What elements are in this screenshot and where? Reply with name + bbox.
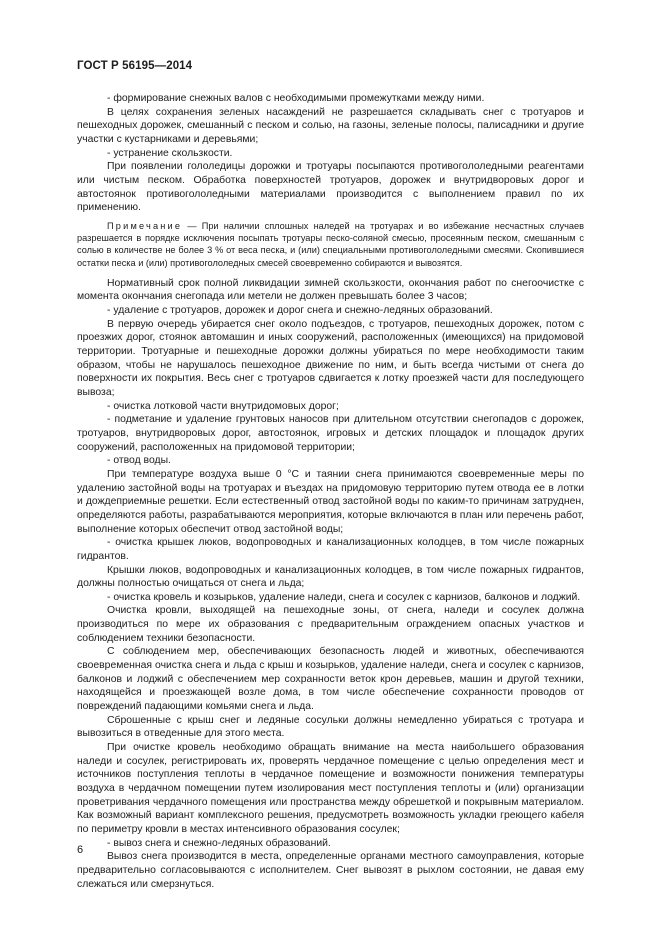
document-body xyxy=(77,92,584,891)
paragraph: Крышки люков, водопроводных и канализационных колодцев, в том числе пожарных гидрантов, должны полностью очищаться от снега и льда; xyxy=(77,564,584,590)
paragraph: - вывоз снега и снежно-ледяных образований. xyxy=(107,837,331,849)
paragraph: Сброшенные с крыш снег и ледяные сосульки должны немедленно убираться с тротуара и вывозиться в отведенные для этого места. xyxy=(77,714,584,740)
paragraph: В первую очередь убирается снег около подъездов, с тротуаров, пешеходных дорожек, потом с проезжих дорог, стоянок автомашин и иных сооружений, расположенных (имеющихся) на придомовой территории. Тротуарные и пешеходные дорожки должны убираться по мере необходимости таким образом, чтобы не нарушалось пешеходное движение по ним, и быть всегда чистыми от снега до поверхности их покрытия. Весь снег с тротуаров сдвигается к лотку проезжей части для последующего вывоза; xyxy=(77,318,584,398)
paragraph: - очистка лотковой части внутридомовых дорог; xyxy=(107,400,339,412)
paragraph: Очистка кровли, выходящей на пешеходные зоны, от снега, наледи и сосулек должна производиться по мере их образования с предварительным ограждением опасных участков и соблюдением техники безопасности. xyxy=(77,605,584,644)
note xyxy=(77,220,584,269)
paragraph: - устранение скользкости. xyxy=(107,147,233,159)
note-label: Примечание xyxy=(107,220,183,231)
paragraph: При появлении гололедицы дорожки и тротуары посыпаются противогололедными реагентами или чистым песком. Обработка поверхностей тротуаров, дорожек и внутридворовых дорог и автостоянок противогололедными материалами производится с выполнением правил по их применению. xyxy=(77,161,584,214)
paragraph: - очистка крышек люков, водопроводных и канализационных колодцев, в том числе пожарных гидрантов. xyxy=(77,537,584,562)
paragraph: При температуре воздуха выше 0 °C и таянии снега принимаются своевременные меры по удалению застойной воды на тротуарах и въездах на придомовую территорию путем отвода ее в лотки и дождеприемные решетки. Если естественный отвод застойной воды по каким-то причинам затруднен, определяются работы, разрабатываются мероприятия, которые включаются в план или перечень работ, выполнение которых обеспечит отвод застойной воды; xyxy=(77,468,584,535)
paragraph: - формирование снежных валов с необходимыми промежутками между ними. xyxy=(107,93,485,104)
paragraph: Нормативный срок полной ликвидации зимней скользкости, окончания работ по снегоочистке с момента окончания снегопада или метели не должен превышать более 3 часов; xyxy=(77,277,584,303)
paragraph: - удаление с тротуаров, дорожек и дорог снега и снежно-ледяных образований. xyxy=(107,305,493,317)
note-text: — При наличии сплошных наледей на тротуарах и во избежание несчастных случаев разрешается в порядке исключения посыпать тротуары песко-соляной смесью, просеянным песком, смешанным с солью в количестве не более 3 % от веса песка, и (или) специальными противогололедными смесями. Скопившиеся остатки песка и (или) противогололедных смесей своевременно собираются и вывозятся. xyxy=(77,220,584,268)
paragraph: Вывоз снега производится в места, определенные органами местного самоуправления, которые предварительно согласовываются с исполнителем. Снег вывозят в рыхлом состоянии, не давая ему слежаться или смерзнуться. xyxy=(77,851,584,890)
paragraph: При очистке кровель необходимо обращать внимание на места наибольшего образования наледи и сосулек, регистрировать их, проверять чердачное помещение с целью определения мест и источников поступления теплоты в чердачное помещение и возможности понижения температуры воздуха в чердачном помещении путем изолирования мест поступления теплоты и (или) организации проветривания чердачного помещения или пространства между обрешеткой и покрывным материалом. Как возможный вариант комплексного решения, предусмотреть возможность укладки греющего кабеля по периметру кровли в местах интенсивного образования сосулек; xyxy=(77,742,584,835)
paragraph: В целях сохранения зеленых насаждений не разрешается складывать снег с тротуаров и пешеходных дорожек, смешанный с песком и солью, на газоны, зеленые полосы, палисадники и другие участки с кустарниками и деревьями; xyxy=(77,106,584,145)
paragraph: - отвод воды. xyxy=(107,455,171,467)
paragraph: - очистка кровель и козырьков, удаление наледи, снега и сосулек с карнизов, балконов и лоджий. xyxy=(107,591,581,603)
paragraph: С соблюдением мер, обеспечивающих безопасность людей и животных, обеспечиваются своевременная очистка снега и льда с крыш и козырьков, удаление наледи, снега и сосулек с карнизов, балконов и лоджий с обеспечением мер сохранности веток крон деревьев, машин и другой техники, находящейся и проезжающей возле дома, в том числе обеспечение сохранности проводов от повреждений падающими комьями снега и льда. xyxy=(77,646,584,713)
paragraph: - подметание и удаление грунтовых наносов при длительном отсутствии снегопадов с дорожек, тротуаров, внутридворовых дорог, автостоянок, игровых и детских площадок и площадок других сооружений, расположенных на придомовой территории; xyxy=(77,414,584,453)
page-number: 6 xyxy=(77,844,84,856)
standard-header: ГОСТ Р 56195—2014 xyxy=(77,60,193,72)
